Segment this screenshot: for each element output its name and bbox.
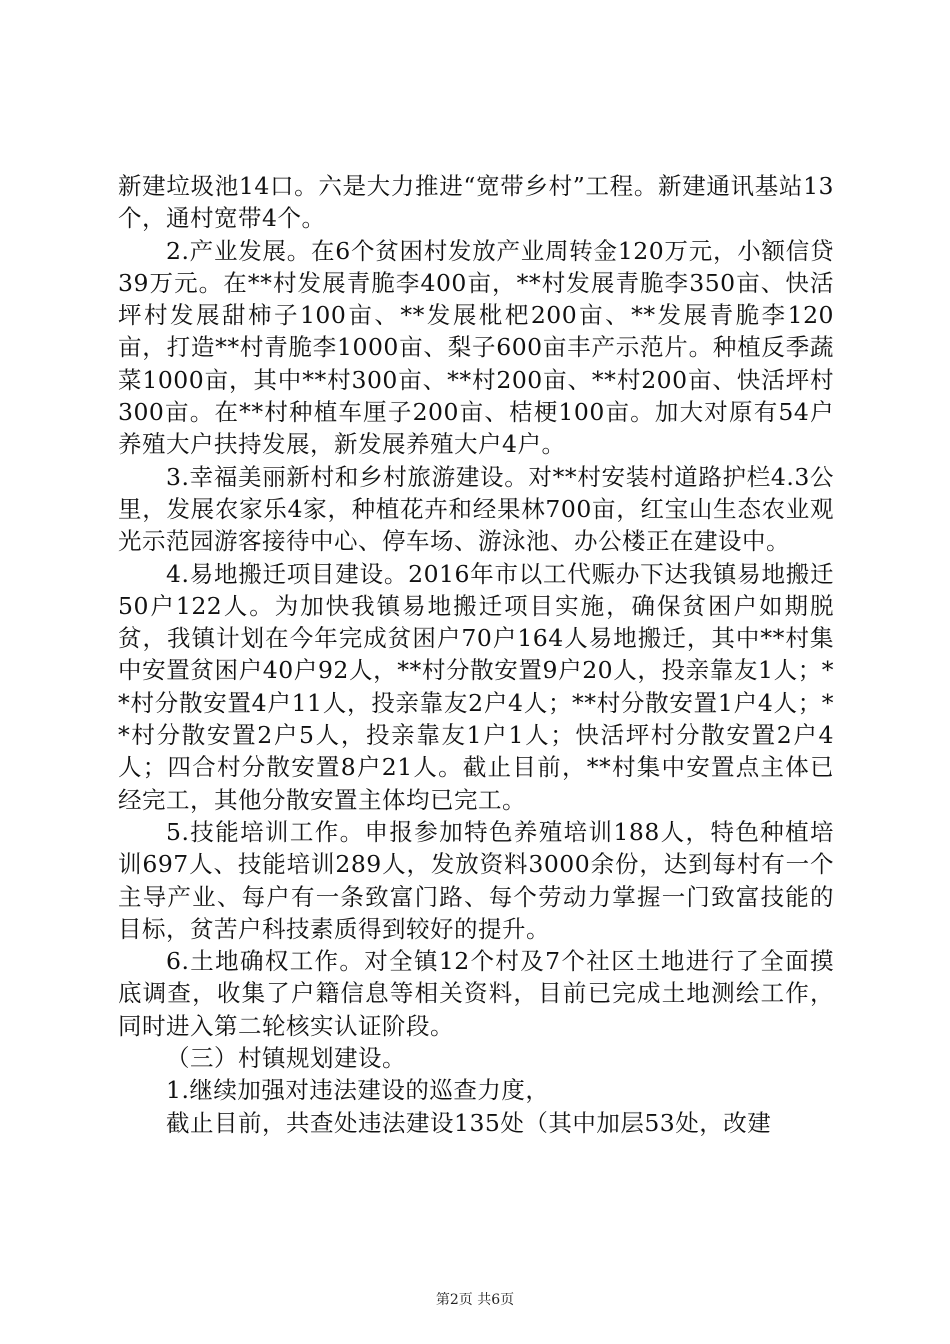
- paragraph-industry-development: 2.产业发展。在6个贫困村发放产业周转金120万元，小额信贷39万元。在**村发展青脆李400亩，**村发展青脆李350亩、快活坪村发展甜柿子100亩、**发展枇杷200亩、**发展青脆李120亩，打造**村青脆李1000亩、梨子600亩丰产示范片。种植反季蔬菜1000亩，其中**村300亩、**村200亩、**村200亩、快活坪村300亩。在**村种植车厘子200亩、桔梗100亩。加大对原有54户养殖大户扶持发展，新发展养殖大户4户。: [118, 236, 834, 459]
- paragraph-illegal-construction: 截止目前，共查处违法建设135处（其中加层53处，改建: [166, 1108, 772, 1137]
- page-number-footer: 第2页 共6页: [435, 1292, 515, 1308]
- paragraph-inspection: 1.继续加强对违法建设的巡查力度，: [166, 1076, 550, 1105]
- paragraph-new-village-tourism: 3.幸福美丽新村和乡村旅游建设。对**村安装村道路护栏4.3公里，发展农家乐4家，种植花卉和经果林700亩，红宝山生态农业观光示范园游客接待中心、停车场、游泳池、办公楼正在建设中。: [118, 462, 834, 556]
- paragraph-continuation: 新建垃圾池14口。六是大力推进“宽带乡村”工程。新建通讯基站13个，通村宽带4个。: [118, 172, 834, 233]
- document-body: [118, 170, 834, 1139]
- paragraph-land-rights: 6.土地确权工作。对全镇12个村及7个社区土地进行了全面摸底调查，收集了户籍信息等相关资料，目前已完成土地测绘工作，同时进入第二轮核实认证阶段。: [118, 947, 834, 1040]
- paragraph-relocation-project: 4.易地搬迁项目建设。2016年市以工代赈办下达我镇易地搬迁50户122人。为加快我镇易地搬迁项目实施，确保贫困户如期脱贫，我镇计划在今年完成贫困户70户164人易地搬迁，其中**村集中安置贫困户40户92人，**村分散安置9户20人，投亲靠友1人；**村分散安置4户11人，投亲靠友2户4人；**村分散安置1户4人；**村分散安置2户5人，投亲靠友1户1人；快活坪村分散安置2户4人；四合村分散安置8户21人。截止目前，**村集中安置点主体已经完工，其他分散安置主体均已完工。: [118, 559, 834, 814]
- paragraph-skills-training: 5.技能培训工作。申报参加特色养殖培训188人，特色种植培训697人、技能培训289人，发放资料3000余份，达到每村有一个主导产业、每户有一条致富门路、每个劳动力掌握一门致富技能的目标，贫苦户科技素质得到较好的提升。: [118, 817, 834, 943]
- section-heading-town-planning: （三）村镇规划建设。: [166, 1044, 406, 1073]
